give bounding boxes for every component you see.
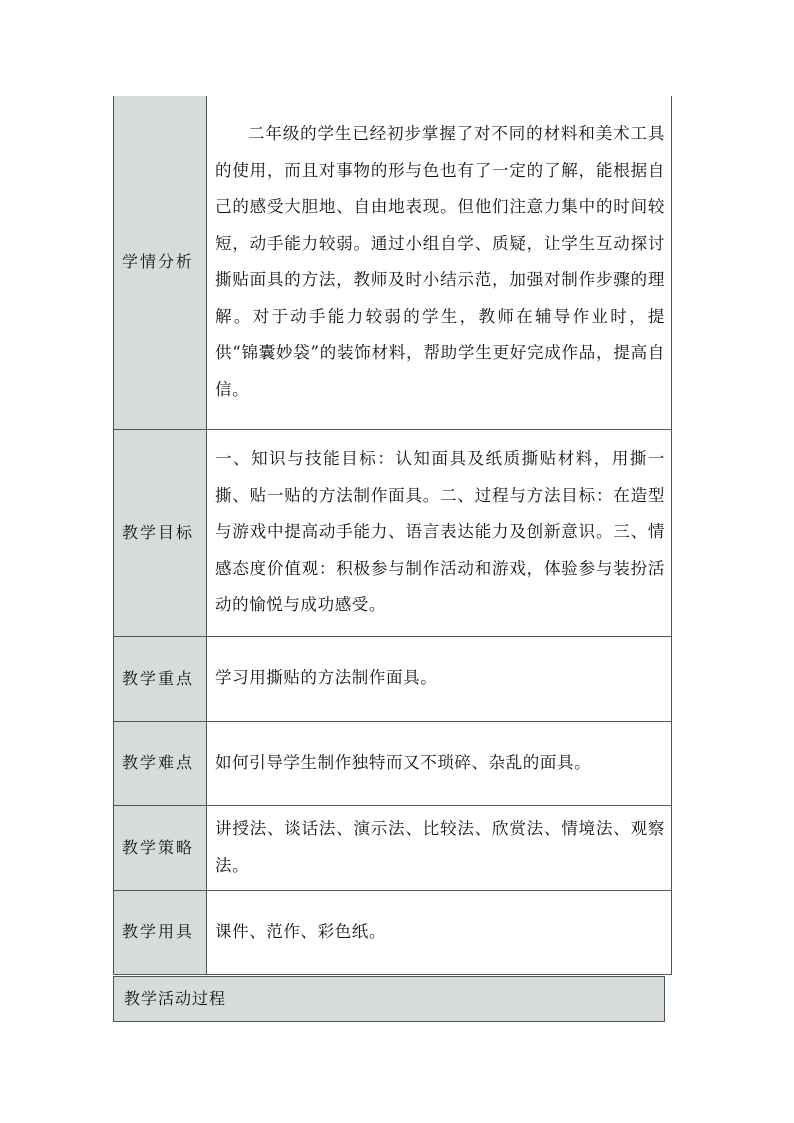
table-row-key-points xyxy=(114,636,672,721)
row-content-teaching-goals: 一、知识与技能目标：认知面具及纸质撕贴材料，用撕一撕、贴一贴的方法制作面具。二、过程与方法目标：在造型与游戏中提高动手能力、语言表达能力及创新意识。三、情感态度价值观：积极参与制作活动和游戏，体验参与装扮活动的愉悦与成功感受。 xyxy=(207,429,672,636)
row-label-student-analysis: 学情分析 xyxy=(114,96,207,429)
row-content-student-analysis: 二年级的学生已经初步掌握了对不同的材料和美术工具的使用，而且对事物的形与色也有了一定的了解，能根据自己的感受大胆地、自由地表现。但他们注意力集中的时间较短，动手能力较弱。通过小组自学、质疑，让学生互动探讨撕贴面具的方法，教师及时小结示范，加强对制作步骤的理解。对于动手能力较弱的学生，教师在辅导作业时，提供“锦囊妙袋”的装饰材料，帮助学生更好完成作品，提高自信。 xyxy=(207,96,672,429)
lesson-plan-table xyxy=(113,96,672,975)
table-row-teaching-goals xyxy=(114,429,672,636)
row-content-key-points: 学习用撕贴的方法制作面具。 xyxy=(207,636,672,721)
row-label-key-points: 教学重点 xyxy=(114,636,207,721)
row-label-difficulties: 教学难点 xyxy=(114,721,207,805)
row-label-teaching-goals: 教学目标 xyxy=(114,429,207,636)
table-row-teaching-tools xyxy=(114,890,672,974)
table-row-strategies xyxy=(114,805,672,890)
row-content-difficulties: 如何引导学生制作独特而又不琐碎、杂乱的面具。 xyxy=(207,721,672,805)
row-label-teaching-tools: 教学用具 xyxy=(114,890,207,974)
table-row-student-analysis xyxy=(114,96,672,429)
row-label-strategies: 教学策略 xyxy=(114,805,207,890)
row-content-strategies: 讲授法、谈话法、演示法、比较法、欣赏法、情境法、观察法。 xyxy=(207,805,672,890)
table-row-difficulties xyxy=(114,721,672,805)
teaching-process-heading: 教学活动过程 xyxy=(113,976,665,1022)
row-content-teaching-tools: 课件、范作、彩色纸。 xyxy=(207,890,672,974)
